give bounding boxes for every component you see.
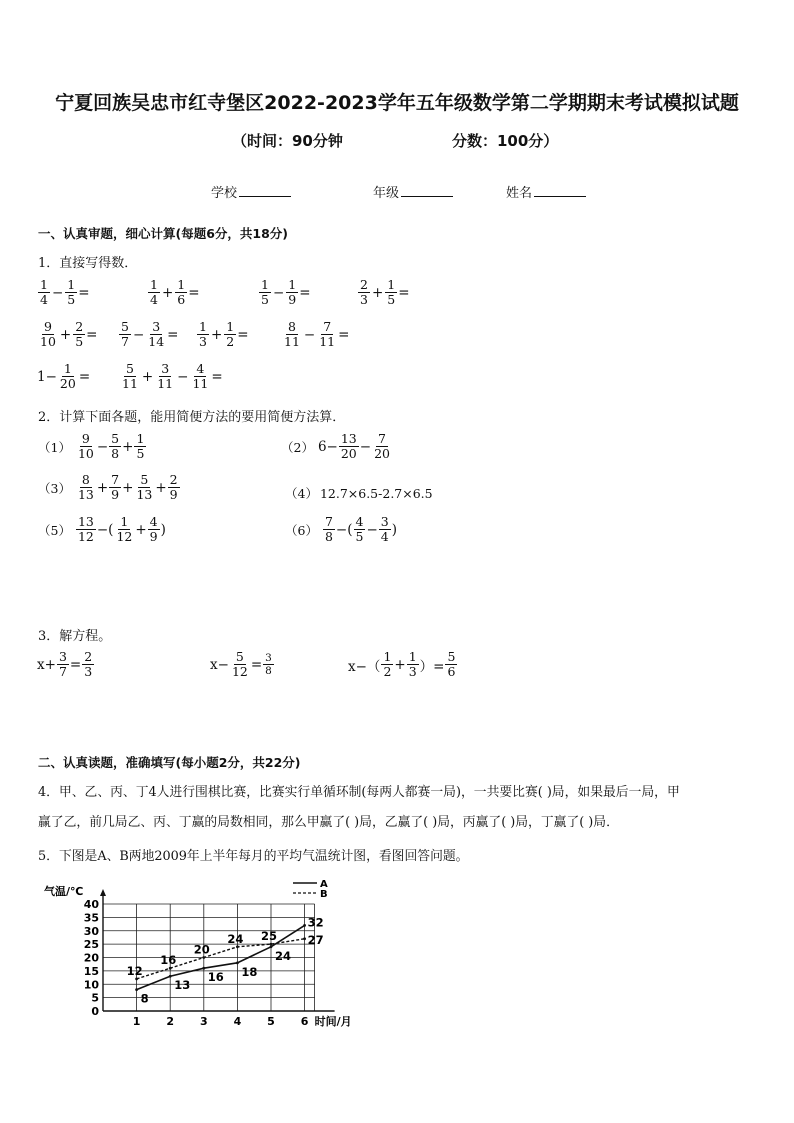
name-field[interactable]: [506, 182, 586, 201]
data-label-b: 27: [307, 932, 324, 947]
data-label-a: 16: [207, 970, 224, 985]
x-tick-label: 2: [166, 1015, 175, 1028]
data-label-b: 24: [227, 931, 244, 946]
q1-expr: $\frac{5}{11}$ + $\frac{3}{11}$ − $\frac{4}{11}$ =: [122, 361, 223, 392]
data-label-a: 32: [307, 915, 324, 930]
section1-heading: 一、认真审题，细心计算(每题6分，共18分): [38, 226, 289, 241]
data-point-a: [236, 961, 239, 964]
data-label-a: 18: [241, 964, 258, 979]
y-tick-label: 20: [83, 951, 99, 965]
data-point-b: [202, 956, 205, 959]
q1-expr: $\frac{9}{10}$ + $\frac{2}{5}$ =: [40, 319, 98, 350]
data-point-b: [303, 937, 306, 940]
data-point-b: [135, 978, 138, 981]
exam-time: （时间：90分钟: [232, 132, 343, 150]
y-tick-label: 40: [83, 898, 99, 911]
fraction: $\frac{1}{4}$: [40, 277, 48, 308]
data-point-b: [270, 943, 273, 946]
q2-problem-4: （4） 12.7×6.5-2.7×6.5: [285, 485, 433, 501]
data-label-b: 25: [261, 929, 278, 944]
q3-equation-3: x−（ $\frac{1}{2}$ + $\frac{1}{3}$ ）= $\frac{5}{6}$: [348, 649, 456, 680]
q1-expr: $\frac{1}{5}$ − $\frac{1}{9}$ =: [261, 277, 311, 308]
x-tick-label: 4: [233, 1015, 242, 1028]
q4-line1: 4．甲、乙、丙、丁4人进行围棋比赛，比赛实行单循环制(每两人都赛一局)，一共要比赛( )局，如果最后一局，甲: [38, 785, 680, 800]
x-axis-label: 时间/月: [314, 1015, 352, 1028]
data-label-b: 20: [193, 942, 210, 957]
y-tick-label: 35: [83, 911, 99, 925]
q2-problem-2: （2） 6− $\frac{13}{20}$ − $\frac{7}{20}$: [281, 431, 390, 462]
data-label-a: 8: [140, 991, 149, 1006]
data-point-b: [236, 945, 239, 948]
q2-problem-1: （1） $\frac{9}{10}$ − $\frac{5}{8}$ + $\frac{1}{5}$: [38, 431, 145, 462]
data-label-a: 13: [174, 978, 191, 993]
y-tick-label: 15: [83, 964, 99, 978]
q2-problem-3: （3） $\frac{8}{13}$ + $\frac{7}{9}$ + $\frac{5}{13}$ + $\frac{2}{9}$: [38, 472, 178, 503]
q1-expr: $\frac{2}{3}$ + $\frac{1}{5}$ =: [360, 277, 410, 308]
x-tick-label: 6: [300, 1015, 309, 1028]
y-axis-label: 气温/℃: [44, 885, 84, 898]
page-title: 宁夏回族吴忠市红寺堡区2022-2023学年五年级数学第二学期期末考试模拟试题: [55, 92, 739, 114]
x-tick-label: 3: [199, 1015, 208, 1028]
q1-expr: $\frac{1}{4}$ − $\frac{1}{5}$ =: [40, 277, 90, 308]
data-point-a: [303, 924, 306, 927]
grade-field[interactable]: [373, 182, 453, 201]
grade-blank[interactable]: [401, 184, 453, 197]
q3-equation-2: x− $\frac{5}{12}$ = $\frac{3}{8}$: [210, 649, 272, 680]
q1-expr: 1− $\frac{1}{20}$ =: [37, 361, 91, 392]
data-point-a: [169, 975, 172, 978]
data-label-a: 24: [275, 948, 292, 963]
school-label: 学校: [211, 186, 238, 201]
data-point-a: [270, 945, 273, 948]
exam-score: 分数：100分）: [452, 132, 559, 150]
y-tick-label: 10: [83, 978, 99, 992]
school-field[interactable]: [211, 182, 291, 201]
x-tick-label: 5: [267, 1015, 275, 1028]
q2-problem-5: （5） $\frac{13}{12}$ −( $\frac{1}{12}$ + $\frac{4}{9}$ ): [38, 514, 166, 545]
section2-heading: 二、认真读题，准确填写(每小题2分，共22分): [38, 755, 301, 770]
data-point-a: [202, 967, 205, 970]
y-tick-label: 25: [83, 938, 99, 952]
y-axis-arrow: [100, 889, 106, 896]
q1-expr: $\frac{5}{7}$ − $\frac{3}{14}$ =: [121, 319, 179, 350]
grade-label: 年级: [373, 186, 400, 201]
name-blank[interactable]: [534, 184, 586, 197]
fraction: $\frac{1}{5}$: [67, 277, 76, 308]
q1-stem: 1．直接写得数．: [38, 256, 138, 271]
q1-expr: $\frac{1}{3}$ + $\frac{1}{2}$ =: [199, 319, 249, 350]
temperature-line-chart: [40, 875, 380, 1035]
q1-expr: $\frac{8}{11}$ − $\frac{7}{11}$ =: [284, 319, 350, 350]
data-label-b: 12: [126, 963, 143, 978]
data-point-b: [169, 967, 172, 970]
data-point-a: [135, 988, 138, 991]
legend-label-a: A: [320, 879, 328, 890]
name-label: 姓名: [506, 186, 533, 201]
q5-stem: 5．下图是A、B两地2009年上半年每月的平均气温统计图，看图回答问题。: [38, 849, 469, 864]
x-tick-label: 1: [132, 1015, 141, 1028]
school-blank[interactable]: [239, 184, 291, 197]
y-tick-label: 0: [91, 1005, 99, 1018]
legend-label-b: B: [320, 889, 328, 900]
y-tick-label: 5: [91, 991, 99, 1005]
data-label-b: 16: [160, 953, 177, 968]
q4-line2: 赢了乙，前几局乙、丙、丁赢的局数相同，那么甲赢了( )局，乙赢了( )局，丙赢了( )局，丁赢了( )局．: [38, 815, 619, 830]
q3-equation-1: x+ $\frac{3}{7}$ = $\frac{2}{3}$: [37, 649, 93, 680]
y-tick-label: 30: [83, 924, 99, 938]
q3-stem: 3．解方程。: [38, 629, 112, 644]
q2-problem-6: （6） $\frac{7}{8}$ −( $\frac{4}{5}$ − $\frac{3}{4}$ ): [285, 514, 397, 545]
q1-expr: $\frac{1}{4}$ + $\frac{1}{6}$ =: [150, 277, 200, 308]
q2-stem: 2．计算下面各题，能用简便方法的要用简便方法算．: [38, 410, 346, 425]
